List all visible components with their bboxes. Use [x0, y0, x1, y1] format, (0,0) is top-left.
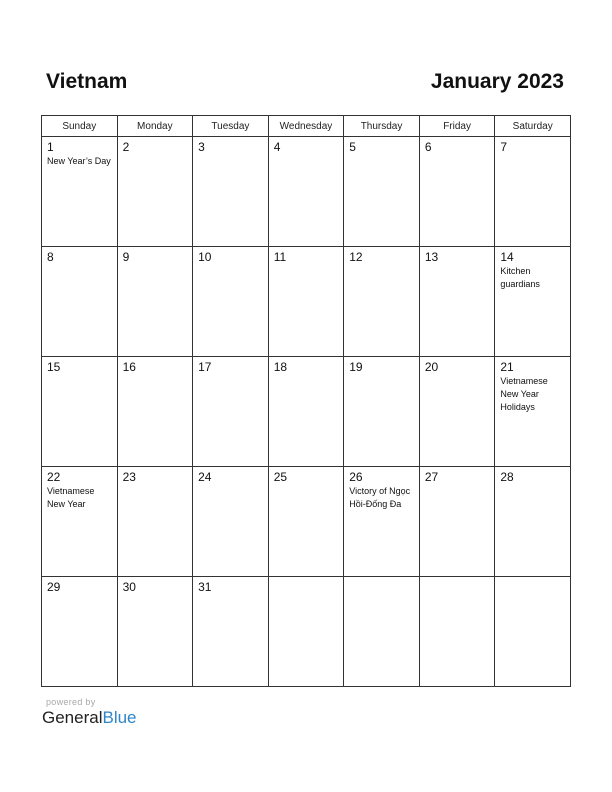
- day-number: 11: [273, 250, 287, 264]
- day-cell: [495, 577, 571, 687]
- weekday-header-row: [42, 116, 571, 137]
- day-number: 4: [273, 140, 281, 154]
- day-number: 22: [47, 470, 61, 484]
- day-cell: [193, 467, 269, 577]
- day-cell: [495, 357, 571, 467]
- holiday-label: Kitchen guardians: [500, 266, 540, 289]
- day-number: 21: [500, 360, 514, 374]
- day-cell: [193, 247, 269, 357]
- day-cell: [495, 467, 571, 577]
- weekday-wednesday: Wednesday: [268, 116, 344, 137]
- day-cell: [117, 247, 193, 357]
- week-row: [42, 577, 571, 687]
- weekday-tuesday: Tuesday: [193, 116, 269, 137]
- day-number: 29: [47, 580, 61, 594]
- day-number: 8: [47, 250, 54, 264]
- holiday-label: New Year’s Day: [47, 156, 111, 166]
- week-row: [42, 137, 571, 247]
- day-number: 16: [122, 360, 136, 374]
- weekday-thursday: Thursday: [344, 116, 420, 137]
- holiday-label: Vietnamese New Year: [47, 486, 95, 509]
- day-cell: [419, 577, 495, 687]
- day-cell: [42, 467, 118, 577]
- day-number: 3: [198, 140, 205, 154]
- day-cell: [268, 137, 344, 247]
- day-cell: [419, 467, 495, 577]
- day-cell: [495, 247, 571, 357]
- weekday-saturday: Saturday: [495, 116, 571, 137]
- day-number: 5: [349, 140, 356, 154]
- powered-by-text: powered by: [46, 697, 96, 707]
- day-number: 24: [198, 470, 212, 484]
- day-number: 2: [122, 140, 130, 154]
- day-cell: [193, 137, 269, 247]
- day-cell: [117, 137, 193, 247]
- day-cell: [117, 357, 193, 467]
- day-number: 10: [198, 250, 212, 264]
- day-cell: [419, 247, 495, 357]
- calendar-grid: [41, 115, 571, 687]
- day-number: 25: [273, 470, 288, 484]
- day-number: 14: [500, 250, 514, 264]
- day-number: 20: [424, 360, 439, 374]
- day-number: 12: [349, 250, 363, 264]
- day-cell: [495, 137, 571, 247]
- day-number: 30: [122, 580, 136, 594]
- day-cell: [42, 357, 118, 467]
- weekday-sunday: Sunday: [42, 116, 118, 137]
- day-number: 15: [47, 360, 61, 374]
- month-year-title: January 2023: [430, 70, 564, 93]
- day-number: 9: [122, 250, 130, 264]
- day-number: 17: [198, 360, 212, 374]
- day-cell: [117, 577, 193, 687]
- day-cell: [42, 137, 118, 247]
- week-row: [42, 467, 571, 577]
- day-number: 23: [122, 470, 136, 484]
- day-cell: [344, 247, 420, 357]
- day-cell: [344, 577, 420, 687]
- day-cell: [344, 357, 420, 467]
- weekday-monday: Monday: [117, 116, 193, 137]
- day-number: 1: [47, 140, 54, 154]
- country-title: Vietnam: [46, 70, 128, 93]
- day-number: 19: [349, 360, 363, 374]
- brand-blue: Blue: [102, 708, 137, 727]
- day-cell: [419, 137, 495, 247]
- weekday-friday: Friday: [419, 116, 495, 137]
- day-cell: [268, 357, 344, 467]
- holiday-label: Victory of Ngọc Hồi-Đống Đa: [349, 486, 411, 509]
- day-number: 6: [424, 140, 432, 154]
- day-cell: [268, 467, 344, 577]
- day-cell: [42, 577, 118, 687]
- day-number: 26: [349, 470, 363, 484]
- day-cell: [344, 137, 420, 247]
- day-number: 27: [424, 470, 439, 484]
- day-number: 28: [500, 470, 514, 484]
- day-cell: [193, 577, 269, 687]
- brand-general: General: [42, 708, 103, 727]
- day-cell: [268, 577, 344, 687]
- day-number: 18: [273, 360, 288, 374]
- day-number: 7: [500, 140, 508, 154]
- day-cell: [344, 467, 420, 577]
- day-cell: [268, 247, 344, 357]
- day-cell: [419, 357, 495, 467]
- day-cell: [42, 247, 118, 357]
- day-number: 13: [424, 250, 439, 264]
- week-row: [42, 247, 571, 357]
- holiday-label: Vietnamese New Year Holidays: [500, 376, 548, 412]
- day-cell: [117, 467, 193, 577]
- day-cell: [193, 357, 269, 467]
- day-number: 31: [198, 580, 212, 594]
- week-row: [42, 357, 571, 467]
- generalblue-logo[interactable]: [42, 708, 137, 728]
